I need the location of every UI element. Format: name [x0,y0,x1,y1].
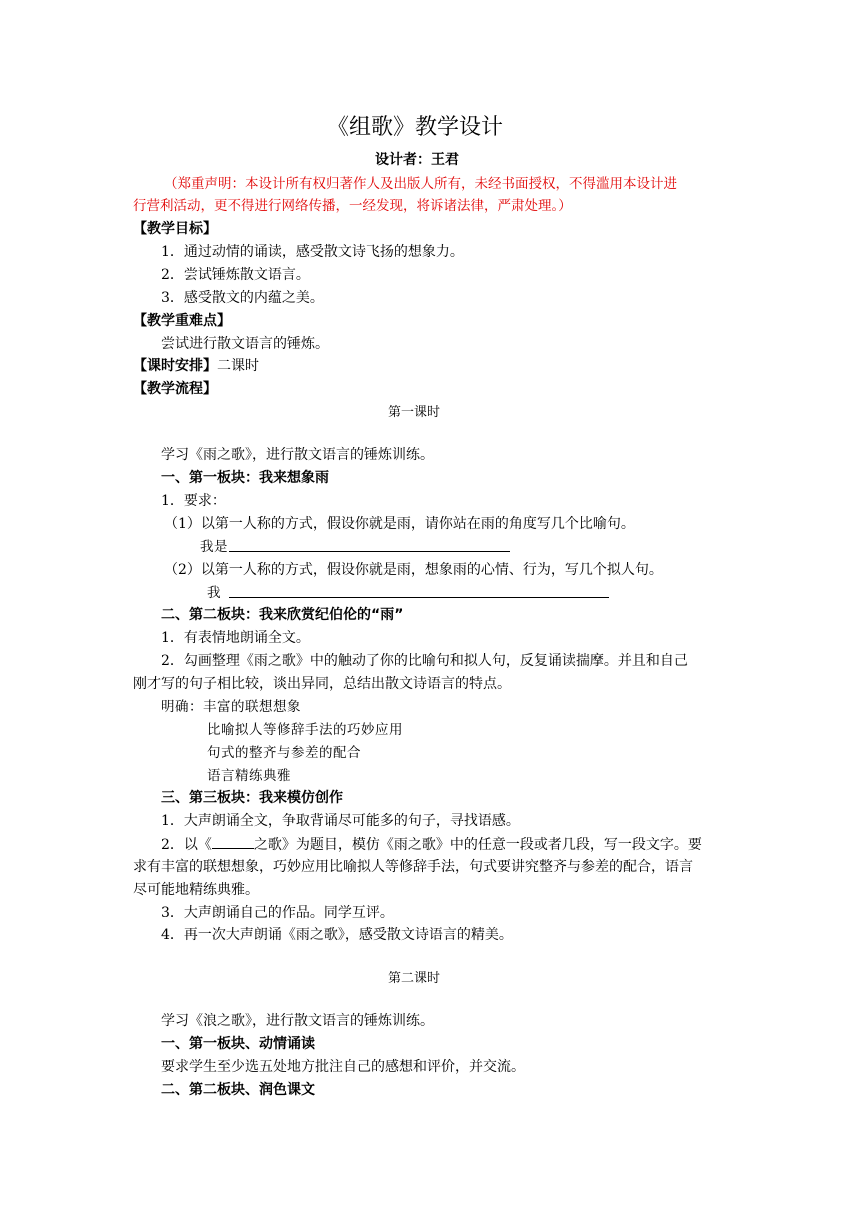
block-3-heading: 三、第三板块：我来模仿创作 [161,790,343,806]
answer-blank-2[interactable] [229,597,609,598]
block-1-prompt-1: 我是 [200,539,228,555]
mingque-line: 句式的整齐与参差的配合 [207,745,361,761]
block-2-item-1: 1．有表情地朗诵全文。 [161,630,310,646]
lesson-1-title: 第一课时 [388,405,441,420]
block-3-item-4: 4．再一次大声朗诵《雨之歌》，感受散文诗语言的精美。 [161,927,513,943]
key-points-heading: 【教学重难点】 [133,313,231,329]
goal-item: 1．通过动情的诵读，感受散文诗飞扬的想象力。 [161,244,464,260]
mingque-line: 比喻拟人等修辞手法的巧妙应用 [207,722,403,738]
schedule-text: 二课时 [217,358,259,374]
answer-blank-1[interactable] [229,551,510,552]
page-title: 《组歌》教学设计 [327,115,504,140]
block-3-item-2c: 尽可能地精练典雅。 [133,882,259,898]
block-3-item-2a [161,834,702,855]
lesson-2-block-1-text: 要求学生至少选五处地方批注自己的感想和评价，并交流。 [161,1059,525,1075]
lesson-2-block-1-heading: 一、第一板块、动情诵读 [161,1036,315,1052]
block-2-heading: 二、第二板块：我来欣赏纪伯伦的“雨” [161,607,404,623]
block-3-item-2a-pre: 2．以《 [161,837,212,853]
title-blank[interactable] [212,834,254,849]
key-points-text: 尝试进行散文语言的锤炼。 [161,336,329,352]
block-1-prompt-2: 我 [207,585,221,601]
lesson-2-intro: 学习《浪之歌》，进行散文语言的锤炼训练。 [161,1013,434,1029]
block-1-item-2: （2）以第一人称的方式，假设你就是雨，想象雨的心情、行为，写几个拟人句。 [164,562,663,578]
block-1-heading: 一、第一板块：我来想象雨 [161,470,329,486]
schedule-heading: 【课时安排】 [133,358,217,374]
goal-item: 2．尝试锤炼散文语言。 [161,267,310,283]
lesson-1-intro: 学习《雨之歌》，进行散文语言的锤炼训练。 [161,447,434,463]
goal-item: 3．感受散文的内蕴之美。 [161,290,324,306]
copyright-notice-line-2: 行营利活动，更不得进行网络传播，一经发现，将诉诸法律，严肃处理。） [133,198,572,214]
block-3-item-1: 1．大声朗诵全文，争取背诵尽可能多的句子，寻找语感。 [161,813,520,829]
goals-heading: 【教学目标】 [133,221,217,237]
author-line: 设计者：王君 [375,152,459,168]
block-1-requirement: 1．要求： [161,493,226,509]
block-2-item-2a: 2．勾画整理《雨之歌》中的触动了你的比喻句和拟人句，反复诵读揣摩。并且和自己 [161,653,688,669]
block-2-item-2b: 刚才写的句子相比较，谈出异同，总结出散文诗语言的特点。 [133,676,511,692]
mingque-line: 明确：丰富的联想想象 [161,699,301,715]
mingque-line: 语言精练典雅 [207,768,291,784]
schedule-line [133,356,259,376]
block-1-item-1: （1）以第一人称的方式，假设你就是雨，请你站在雨的角度写几个比喻句。 [164,516,635,532]
block-3-item-2a-post: 之歌》为题目，模仿《雨之歌》中的任意一段或者几段，写一段文字。要 [253,837,702,853]
lesson-2-block-2-heading: 二、第二板块、润色课文 [161,1082,315,1098]
process-heading: 【教学流程】 [133,381,217,397]
lesson-2-title: 第二课时 [388,971,441,986]
block-3-item-2b: 求有丰富的联想想象，巧妙应用比喻拟人等修辞手法，句式要讲究整齐与参差的配合，语言 [133,859,693,875]
block-3-item-3: 3．大声朗诵自己的作品。同学互评。 [161,905,394,921]
copyright-notice-line-1: （郑重声明：本设计所有权归著作人及出版人所有，未经书面授权，不得滥用本设计进 [164,176,677,192]
